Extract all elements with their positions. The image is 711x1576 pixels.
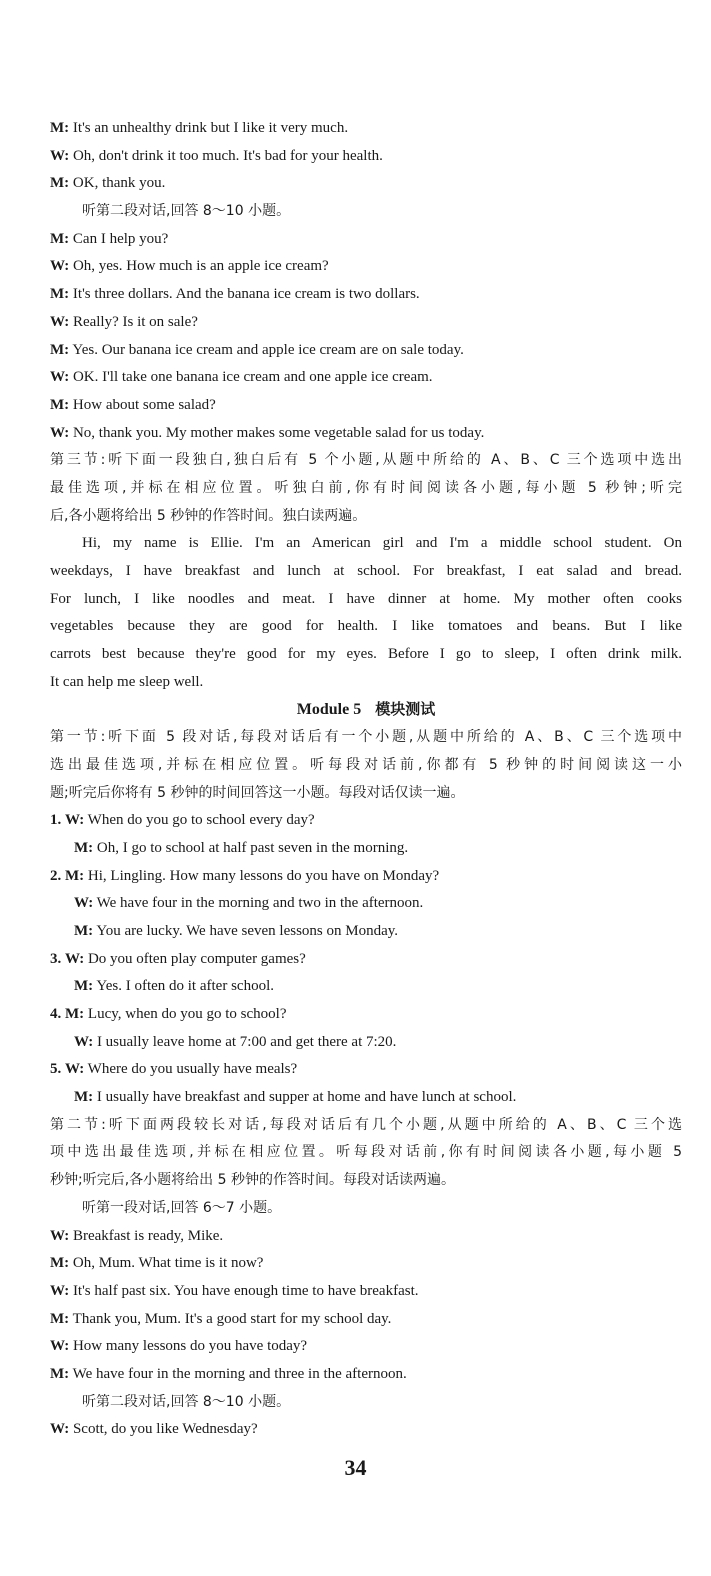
dialogue-line: M: How about some salad?	[50, 396, 216, 413]
monologue-line: carrots best because they're good for my eyes. Before I go to sleep, I often drink milk.	[50, 646, 682, 663]
instruction-line: 项中选出最佳选项,并标在相应位置。听每段对话前,你有时间阅读各小题,每小题 5	[50, 1144, 682, 1161]
instruction-line: 题;听完后你将有 5 秒钟的时间回答这一小题。每段对话仅读一遍。	[50, 784, 465, 801]
dialogue-line: W: Breakfast is ready, Mike.	[50, 1227, 224, 1244]
dialogue-line: M: It's three dollars. And the banana ice cream is two dollars.	[50, 286, 420, 303]
dialogue-line: M: It's an unhealthy drink but I like it very much.	[50, 120, 349, 136]
dialogue-line: M: Oh, Mum. What time is it now?	[50, 1255, 264, 1272]
dialogue-line: M: We have four in the morning and three in the afternoon.	[50, 1365, 407, 1382]
monologue-line: weekdays, I have breakfast and lunch at school. For breakfast, I eat salad and bread.	[50, 563, 682, 579]
question-2: 2. M: Hi, Lingling. How many lessons do you have on Monday?	[50, 867, 440, 884]
dialogue-line: M: Yes. Our banana ice cream and apple ice cream are on sale today.	[50, 341, 464, 358]
dialogue-line: W: Scott, do you like Wednesday?	[50, 1421, 258, 1438]
monologue-line: Hi, my name is Ellie. I'm an American girl and I'm a middle school student. On	[82, 535, 682, 552]
module-title: Module 5 模块测试	[296, 700, 436, 719]
dialogue-line: W: Really? Is it on sale?	[50, 313, 198, 330]
dialogue-line: M: OK, thank you.	[50, 175, 166, 192]
instruction-line: 后,各小题将给出 5 秒钟的作答时间。独白读两遍。	[50, 507, 367, 524]
instruction-line: 第三节:听下面一段独白,独白后有 5 个小题,从题中所给的 A、B、C 三个选项中选出	[50, 452, 682, 469]
instruction-line: 听第二段对话,回答 8～10 小题。	[82, 203, 291, 220]
dialogue-line: W: No, thank you. My mother makes some vegetable salad for us today.	[50, 424, 485, 441]
instruction-line: 第二节:听下面两段较长对话,每段对话后有几个小题,从题中所给的 A、B、C 三个选	[50, 1116, 682, 1133]
dialogue-line: M: Can I help you?	[50, 230, 169, 247]
dialogue-line: W: We have four in the morning and two in the afternoon.	[74, 895, 424, 912]
question-4: 4. M: Lucy, when do you go to school?	[50, 1006, 287, 1022]
dialogue-line: W: I usually leave home at 7:00 and get there at 7:20.	[74, 1033, 397, 1050]
dialogue-line: M: You are lucky. We have seven lessons on Monday.	[74, 922, 399, 939]
dialogue-line: W: How many lessons do you have today?	[50, 1338, 308, 1355]
dialogue-line: W: Oh, don't drink it too much. It's bad for your health.	[50, 147, 383, 164]
monologue-line: It can help me sleep well.	[50, 673, 204, 690]
dialogue-line: W: OK. I'll take one banana ice cream and one apple ice cream.	[50, 369, 433, 386]
monologue-line: For lunch, I like noodles and meat. I have dinner at home. My mother often cooks	[50, 590, 682, 607]
question-5: 5. W: Where do you usually have meals?	[50, 1061, 298, 1078]
instruction-line: 听第一段对话,回答 6～7 小题。	[82, 1199, 282, 1216]
dialogue-line: M: Thank you, Mum. It's a good start for my school day.	[50, 1310, 392, 1327]
instruction-line: 第一节:听下面 5 段对话,每段对话后有一个小题,从题中所给的 A、B、C 三个选项中	[50, 729, 682, 746]
dialogue-line: W: It's half past six. You have enough time to have breakfast.	[50, 1282, 419, 1299]
dialogue-line: M: Yes. I often do it after school.	[74, 978, 274, 995]
instruction-line: 最佳选项,并标在相应位置。听独白前,你有时间阅读各小题,每小题 5 秒钟;听完	[50, 479, 682, 496]
page-number: 34	[344, 1455, 367, 1480]
instruction-line: 秒钟;听完后,各小题将给出 5 秒钟的作答时间。每段对话读两遍。	[50, 1172, 455, 1189]
monologue-line: vegetables because they are good for health. I like tomatoes and beans. But I like	[50, 618, 682, 635]
dialogue-line: M: Oh, I go to school at half past seven in the morning.	[74, 839, 409, 856]
page-content	[50, 115, 682, 1444]
instruction-line: 听第二段对话,回答 8～10 小题。	[82, 1393, 291, 1410]
dialogue-line: W: Oh, yes. How much is an apple ice cream?	[50, 258, 329, 275]
instruction-line: 选出最佳选项,并标在相应位置。听每段对话前,你都有 5 秒钟的时间阅读这一小	[50, 756, 682, 773]
question-3: 3. W: Do you often play computer games?	[50, 950, 306, 967]
dialogue-line: M: I usually have breakfast and supper at home and have lunch at school.	[74, 1089, 517, 1106]
question-1: 1. W: When do you go to school every day?	[50, 812, 315, 829]
